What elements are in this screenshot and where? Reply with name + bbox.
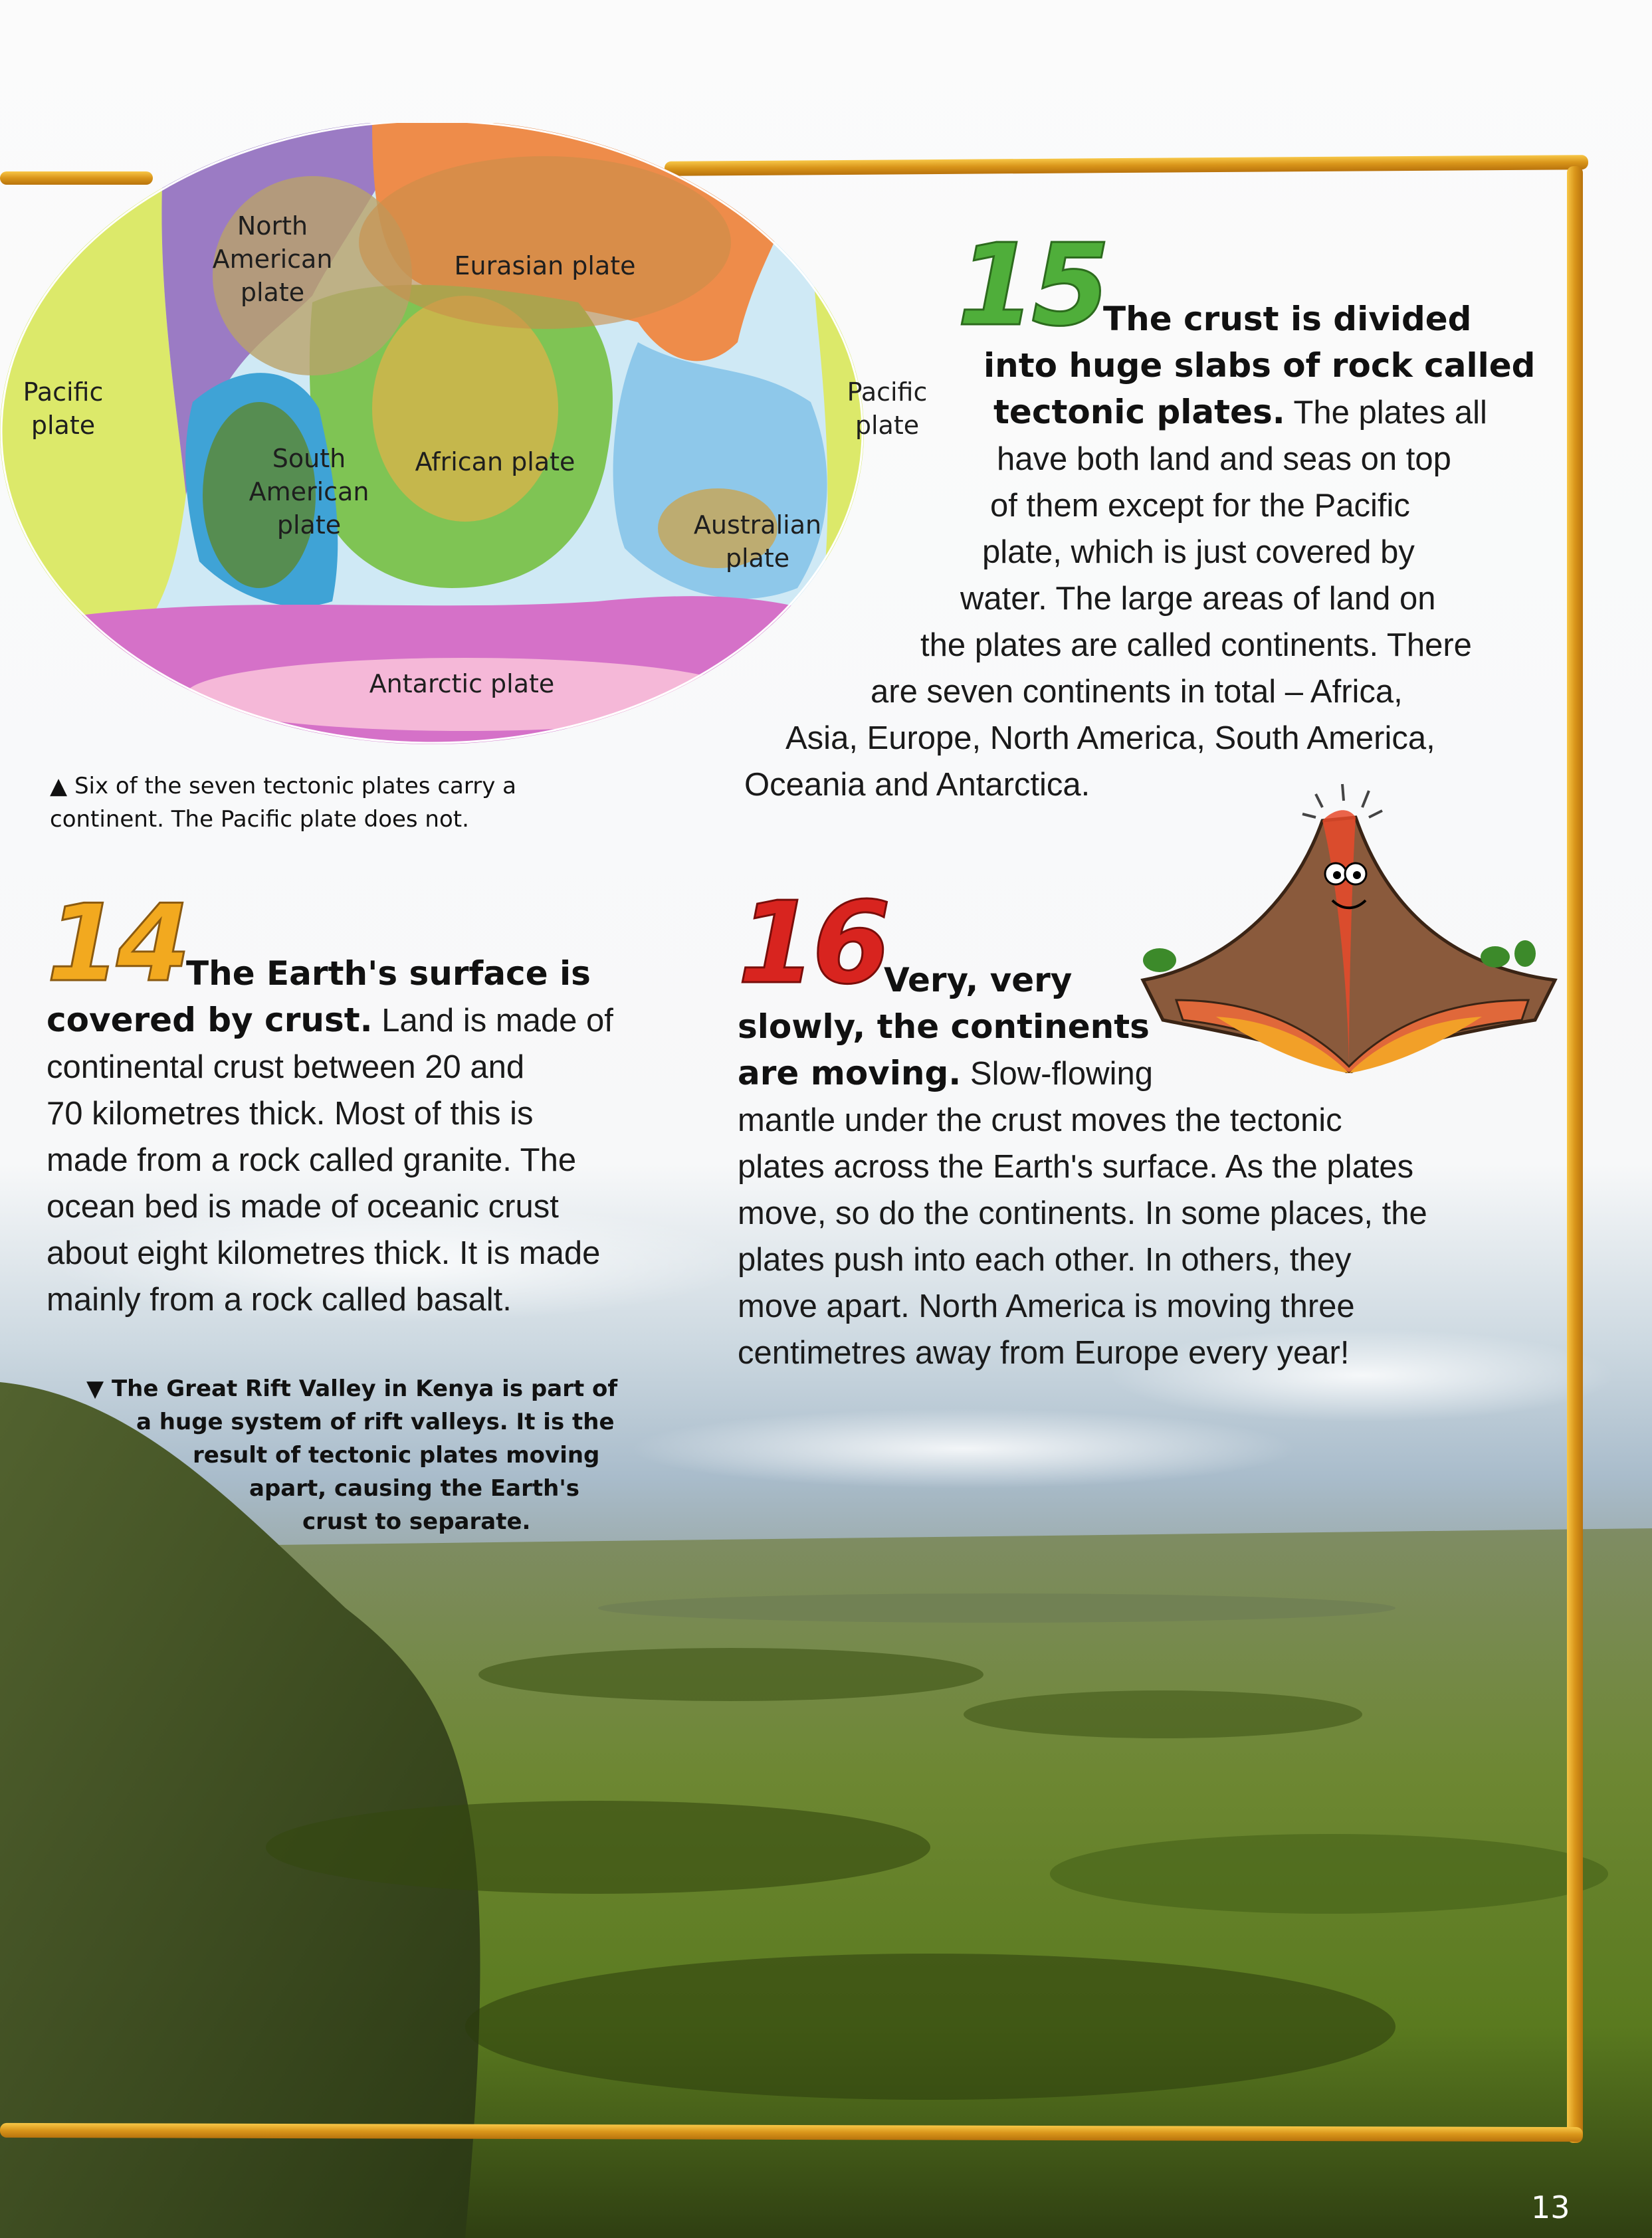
rift-valley-caption: ▼ The Great Rift Valley in Kenya is part of a huge system of rift valleys. It is the result of tectonic plates moving apart, causing the Earth's crust to separate.	[86, 1375, 618, 1535]
map-label-north-american: North American plate	[212, 211, 333, 307]
map-label-australian: Australian plate	[693, 510, 822, 573]
map-label-pacific-left: Pacific plate	[23, 377, 104, 440]
fact-16-text: Very, very slowly, the continents are moving. Slow-flowing mantle under the crust moves the tectonic plates across the Earth's surface. As the plates move, so do the continents. In some places, the plates push into each other. In others, they move apart. North America is moving three centimetres away from Europe every year!	[738, 961, 1427, 1371]
map-label-south-american: South American plate	[249, 444, 369, 540]
fact-15-number: 15	[957, 220, 1106, 352]
map-label-antarctic: Antarctic plate	[369, 669, 555, 698]
map-label-eurasian: Eurasian plate	[454, 251, 636, 280]
map-label-african: African plate	[415, 447, 575, 476]
fact-14-text: The Earth's surface is covered by crust. Land is made of continental crust between 20 and 70 kilometres thick. Most of this is made from a rock called granite. The ocean bed is made of oceanic crust about eight kilometres thick. It is made mainly from a rock called basalt.	[47, 954, 613, 1318]
fact-16-number: 16	[738, 878, 887, 1009]
map-caption: ▲ Six of the seven tectonic plates carry a continent. The Pacific plate does not.	[50, 773, 516, 833]
fact-15-text: The crust is divided into huge slabs of rock called tectonic plates. The plates all have both land and seas on top of them except for the Pacific plate, which is just covered by water. The large areas of land on the plates are called continents. There are seven continents in total – Africa, Asia, Europe, North America, South America, Oceania and Antarctica.	[744, 300, 1536, 803]
page-number: 13	[1531, 2189, 1570, 2225]
map-label-pacific-right: Pacific plate	[847, 377, 928, 440]
volcano-illustration	[1136, 781, 1562, 1073]
fact-14-number: 14	[47, 881, 187, 1005]
frame-right-border	[1567, 166, 1583, 2143]
